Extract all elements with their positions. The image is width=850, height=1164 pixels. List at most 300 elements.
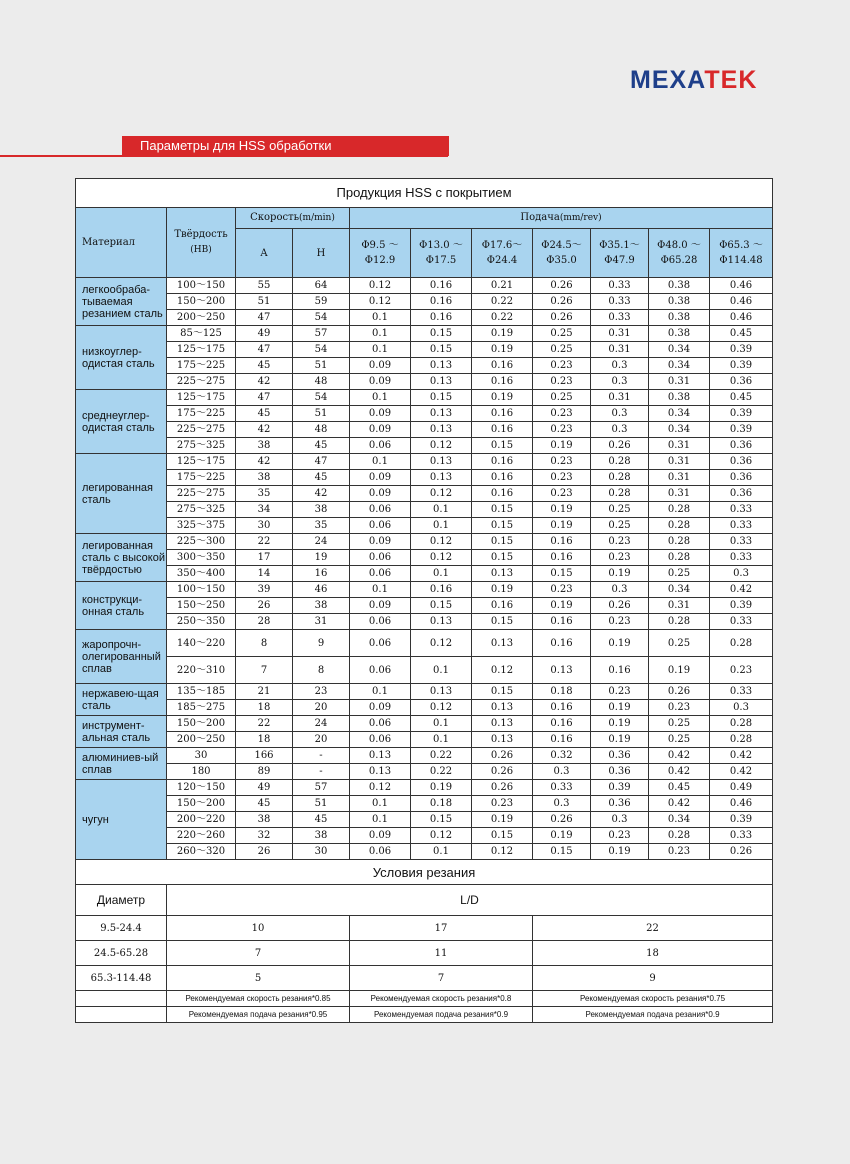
- value-cell: 57: [293, 780, 350, 796]
- value-cell: 0.06: [350, 518, 411, 534]
- value-cell: 48: [293, 422, 350, 438]
- value-cell: 0.16: [411, 582, 472, 598]
- value-cell: 0.28: [591, 454, 649, 470]
- value-cell: 0.23: [591, 684, 649, 700]
- value-cell: 0.15: [533, 566, 591, 582]
- hardness-cell: 225～300: [167, 534, 236, 550]
- value-cell: 0.09: [350, 534, 411, 550]
- value-cell: 0.13: [472, 716, 533, 732]
- value-cell: 0.42: [710, 764, 773, 780]
- value-cell: 0.22: [472, 310, 533, 326]
- value-cell: 0.26: [533, 278, 591, 294]
- value-cell: 20: [293, 700, 350, 716]
- hardness-cell: 150～200: [167, 294, 236, 310]
- value-cell: 0.16: [472, 486, 533, 502]
- material-name: нержавею-щая сталь: [76, 684, 167, 716]
- header-speed-label: Скорость: [250, 212, 300, 223]
- table-row: [76, 812, 773, 828]
- value-cell: 0.28: [649, 550, 710, 566]
- value-cell: 0.31: [591, 390, 649, 406]
- value-cell: 0.13: [411, 614, 472, 630]
- value-cell: 0.38: [649, 326, 710, 342]
- value-cell: 0.22: [472, 294, 533, 310]
- ld-value-cell: 5: [167, 966, 350, 991]
- hardness-cell: 180: [167, 764, 236, 780]
- value-cell: 0.23: [591, 550, 649, 566]
- value-cell: 0.31: [649, 438, 710, 454]
- value-cell: 31: [293, 614, 350, 630]
- feed-diameter-header: Φ13.0 ～ Φ17.5: [411, 229, 472, 278]
- value-cell: 0.3: [591, 422, 649, 438]
- value-cell: 0.28: [591, 470, 649, 486]
- value-cell: 0.23: [533, 406, 591, 422]
- material-name: конструкци-онная сталь: [76, 582, 167, 630]
- value-cell: 54: [293, 342, 350, 358]
- value-cell: 0.12: [411, 534, 472, 550]
- value-cell: 0.06: [350, 844, 411, 860]
- value-cell: 0.16: [472, 358, 533, 374]
- value-cell: 0.28: [649, 828, 710, 844]
- value-cell: 0.31: [649, 454, 710, 470]
- feed-diameter-header: Φ35.1～ Φ47.9: [591, 229, 649, 278]
- value-cell: 0.23: [591, 828, 649, 844]
- value-cell: 0.23: [649, 700, 710, 716]
- value-cell: 0.13: [411, 422, 472, 438]
- value-cell: 55: [236, 278, 293, 294]
- value-cell: 0.15: [472, 502, 533, 518]
- header-speed-unit: (m/min): [299, 213, 335, 223]
- table-row: [76, 748, 773, 764]
- value-cell: 0.15: [472, 614, 533, 630]
- cutting-title-row: [76, 860, 773, 885]
- value-cell: 0.1: [350, 310, 411, 326]
- value-cell: 32: [236, 828, 293, 844]
- value-cell: 0.16: [533, 534, 591, 550]
- value-cell: 0.36: [710, 438, 773, 454]
- value-cell: 0.34: [649, 342, 710, 358]
- value-cell: 0.31: [649, 598, 710, 614]
- cutting-row: [76, 966, 773, 991]
- table-row: [76, 374, 773, 390]
- value-cell: 0.36: [710, 374, 773, 390]
- value-cell: 0.38: [649, 294, 710, 310]
- value-cell: 0.16: [472, 454, 533, 470]
- value-cell: 0.36: [710, 486, 773, 502]
- logo-part-1: MEXA: [630, 66, 705, 94]
- value-cell: 47: [293, 454, 350, 470]
- value-cell: 0.16: [472, 374, 533, 390]
- value-cell: 0.3: [710, 700, 773, 716]
- hardness-cell: 220～260: [167, 828, 236, 844]
- value-cell: 0.46: [710, 310, 773, 326]
- table-row: [76, 844, 773, 860]
- value-cell: 0.13: [411, 358, 472, 374]
- hardness-cell: 300～350: [167, 550, 236, 566]
- value-cell: 0.23: [591, 614, 649, 630]
- value-cell: 57: [293, 326, 350, 342]
- value-cell: 0.15: [472, 518, 533, 534]
- value-cell: 0.12: [411, 630, 472, 657]
- value-cell: 0.15: [411, 812, 472, 828]
- value-cell: 0.23: [472, 796, 533, 812]
- value-cell: 0.16: [472, 406, 533, 422]
- value-cell: 0.06: [350, 732, 411, 748]
- value-cell: 9: [293, 630, 350, 657]
- value-cell: 20: [293, 732, 350, 748]
- value-cell: 0.23: [533, 486, 591, 502]
- table-row: [76, 454, 773, 470]
- value-cell: 49: [236, 326, 293, 342]
- value-cell: 0.28: [649, 518, 710, 534]
- value-cell: 0.12: [411, 828, 472, 844]
- material-name: низкоуглер-одистая сталь: [76, 326, 167, 390]
- value-cell: 0.06: [350, 716, 411, 732]
- value-cell: 0.12: [411, 438, 472, 454]
- table-row: [76, 358, 773, 374]
- value-cell: 38: [236, 438, 293, 454]
- value-cell: 0.28: [710, 630, 773, 657]
- cutting-header-row: [76, 885, 773, 916]
- value-cell: 0.13: [472, 700, 533, 716]
- cutting-row: [76, 916, 773, 941]
- value-cell: 0.39: [710, 598, 773, 614]
- value-cell: 0.1: [350, 390, 411, 406]
- value-cell: 0.25: [591, 518, 649, 534]
- value-cell: 38: [236, 470, 293, 486]
- value-cell: 0.33: [710, 684, 773, 700]
- recommendation-note: Рекомендуемая скорость резания*0.8: [350, 991, 533, 1007]
- value-cell: 0.25: [649, 630, 710, 657]
- value-cell: 30: [236, 518, 293, 534]
- table-row: [76, 614, 773, 630]
- table-row: [76, 657, 773, 684]
- hardness-cell: 225～275: [167, 486, 236, 502]
- hardness-cell: 275～325: [167, 502, 236, 518]
- table-row: [76, 630, 773, 657]
- value-cell: 0.34: [649, 812, 710, 828]
- hardness-cell: 325～375: [167, 518, 236, 534]
- value-cell: 0.23: [533, 358, 591, 374]
- header-hardness: [167, 208, 236, 278]
- value-cell: 38: [236, 812, 293, 828]
- value-cell: 0.12: [350, 780, 411, 796]
- value-cell: 51: [293, 358, 350, 374]
- value-cell: 0.15: [472, 684, 533, 700]
- feed-diameter-header: Φ17.6～ Φ24.4: [472, 229, 533, 278]
- value-cell: 0.15: [472, 828, 533, 844]
- value-cell: 0.1: [411, 732, 472, 748]
- value-cell: 0.12: [472, 657, 533, 684]
- recommendation-note: Рекомендуемая подача резания*0.95: [167, 1007, 350, 1023]
- hardness-cell: 150～250: [167, 598, 236, 614]
- value-cell: 0.36: [710, 454, 773, 470]
- value-cell: 64: [293, 278, 350, 294]
- value-cell: 0.19: [533, 518, 591, 534]
- value-cell: 0.19: [591, 566, 649, 582]
- value-cell: 0.06: [350, 566, 411, 582]
- value-cell: 0.28: [649, 502, 710, 518]
- value-cell: 0.3: [710, 566, 773, 582]
- value-cell: 0.26: [533, 310, 591, 326]
- ld-value-cell: 7: [167, 941, 350, 966]
- value-cell: 45: [236, 796, 293, 812]
- value-cell: 23: [293, 684, 350, 700]
- value-cell: 0.19: [591, 716, 649, 732]
- value-cell: 26: [236, 598, 293, 614]
- value-cell: 0.38: [649, 278, 710, 294]
- value-cell: 0.1: [350, 812, 411, 828]
- value-cell: 48: [293, 374, 350, 390]
- hss-parameters-table: [75, 178, 773, 1023]
- value-cell: 0.34: [649, 582, 710, 598]
- table-row: [76, 550, 773, 566]
- value-cell: 0.42: [649, 764, 710, 780]
- value-cell: 0.26: [533, 812, 591, 828]
- value-cell: 0.09: [350, 406, 411, 422]
- value-cell: 0.19: [472, 326, 533, 342]
- empty-cell: [76, 991, 167, 1007]
- value-cell: 0.13: [472, 566, 533, 582]
- value-cell: 0.06: [350, 550, 411, 566]
- value-cell: 0.26: [710, 844, 773, 860]
- value-cell: 0.34: [649, 406, 710, 422]
- material-name: легкообраба-тываемая резанием сталь: [76, 278, 167, 326]
- value-cell: 0.19: [591, 630, 649, 657]
- value-cell: 45: [236, 358, 293, 374]
- ld-value-cell: 7: [350, 966, 533, 991]
- value-cell: 0.28: [649, 614, 710, 630]
- header-hardness-label: Твёрдость: [174, 229, 228, 240]
- value-cell: 0.19: [472, 390, 533, 406]
- value-cell: 0.45: [710, 326, 773, 342]
- value-cell: 0.3: [591, 358, 649, 374]
- value-cell: 0.36: [710, 470, 773, 486]
- value-cell: 0.38: [649, 390, 710, 406]
- value-cell: 0.23: [533, 454, 591, 470]
- value-cell: 0.26: [533, 294, 591, 310]
- value-cell: 0.3: [591, 406, 649, 422]
- value-cell: 0.12: [350, 294, 411, 310]
- value-cell: 28: [236, 614, 293, 630]
- hardness-cell: 125～175: [167, 390, 236, 406]
- material-name: алюминиев-ый сплав: [76, 748, 167, 780]
- value-cell: 8: [236, 630, 293, 657]
- value-cell: 0.09: [350, 358, 411, 374]
- value-cell: 0.18: [411, 796, 472, 812]
- value-cell: 0.09: [350, 470, 411, 486]
- value-cell: 0.39: [710, 422, 773, 438]
- value-cell: 51: [293, 406, 350, 422]
- value-cell: 0.3: [591, 374, 649, 390]
- ld-value-cell: 10: [167, 916, 350, 941]
- table-row: [76, 598, 773, 614]
- value-cell: 54: [293, 390, 350, 406]
- value-cell: 0.31: [649, 374, 710, 390]
- value-cell: 24: [293, 716, 350, 732]
- value-cell: 0.42: [649, 748, 710, 764]
- header-feed: [350, 208, 773, 229]
- recommendation-note: Рекомендуемая подача резания*0.9: [533, 1007, 773, 1023]
- table-title: Продукция HSS с покрытием: [76, 179, 773, 208]
- table-row: [76, 342, 773, 358]
- value-cell: 0.26: [591, 598, 649, 614]
- value-cell: 0.33: [710, 828, 773, 844]
- value-cell: 0.13: [411, 470, 472, 486]
- value-cell: 0.34: [649, 422, 710, 438]
- value-cell: 0.42: [710, 748, 773, 764]
- value-cell: 0.19: [533, 502, 591, 518]
- hardness-cell: 225～275: [167, 422, 236, 438]
- value-cell: 0.16: [411, 294, 472, 310]
- value-cell: 35: [236, 486, 293, 502]
- value-cell: 18: [236, 700, 293, 716]
- value-cell: 0.23: [533, 470, 591, 486]
- table-row: [76, 278, 773, 294]
- value-cell: 0.16: [411, 278, 472, 294]
- value-cell: 0.12: [411, 700, 472, 716]
- value-cell: 0.09: [350, 422, 411, 438]
- value-cell: 0.13: [411, 374, 472, 390]
- value-cell: 42: [293, 486, 350, 502]
- value-cell: 0.13: [350, 764, 411, 780]
- header-feed-unit: (mm/rev): [559, 213, 602, 223]
- value-cell: 0.1: [350, 796, 411, 812]
- value-cell: 0.45: [649, 780, 710, 796]
- value-cell: 0.19: [411, 780, 472, 796]
- value-cell: 0.16: [411, 310, 472, 326]
- table-row: [76, 470, 773, 486]
- table-row: [76, 502, 773, 518]
- value-cell: 59: [293, 294, 350, 310]
- recommendation-row: [76, 991, 773, 1007]
- value-cell: 0.1: [411, 566, 472, 582]
- value-cell: 0.49: [710, 780, 773, 796]
- value-cell: 0.42: [649, 796, 710, 812]
- value-cell: 0.12: [411, 550, 472, 566]
- ld-value-cell: 9: [533, 966, 773, 991]
- table-row: [76, 582, 773, 598]
- value-cell: 0.33: [710, 534, 773, 550]
- hardness-cell: 125～175: [167, 454, 236, 470]
- hardness-cell: 100～150: [167, 278, 236, 294]
- value-cell: 0.13: [350, 748, 411, 764]
- value-cell: 0.39: [710, 812, 773, 828]
- value-cell: 18: [236, 732, 293, 748]
- value-cell: 0.13: [472, 732, 533, 748]
- table-row: [76, 534, 773, 550]
- value-cell: 14: [236, 566, 293, 582]
- value-cell: 0.46: [710, 796, 773, 812]
- value-cell: 0.19: [533, 438, 591, 454]
- value-cell: 0.1: [350, 582, 411, 598]
- value-cell: 0.13: [472, 630, 533, 657]
- value-cell: 0.25: [591, 502, 649, 518]
- table-row: [76, 390, 773, 406]
- hardness-cell: 225～275: [167, 374, 236, 390]
- value-cell: 0.12: [411, 486, 472, 502]
- value-cell: 0.25: [649, 732, 710, 748]
- hardness-cell: 250～350: [167, 614, 236, 630]
- logo-part-2: TEK: [704, 66, 758, 94]
- value-cell: 47: [236, 310, 293, 326]
- value-cell: 0.1: [411, 502, 472, 518]
- value-cell: 35: [293, 518, 350, 534]
- recommendation-note: Рекомендуемая скорость резания*0.85: [167, 991, 350, 1007]
- diameter-cell: 9.5-24.4: [76, 916, 167, 941]
- value-cell: 0.23: [591, 534, 649, 550]
- value-cell: 0.15: [472, 550, 533, 566]
- value-cell: 0.06: [350, 502, 411, 518]
- feed-diameter-header: Φ9.5 ～ Φ12.9: [350, 229, 411, 278]
- value-cell: 0.19: [591, 700, 649, 716]
- value-cell: 0.16: [533, 732, 591, 748]
- value-cell: 0.09: [350, 486, 411, 502]
- hardness-cell: 275～325: [167, 438, 236, 454]
- value-cell: 0.23: [649, 844, 710, 860]
- hardness-cell: 150～200: [167, 716, 236, 732]
- value-cell: 17: [236, 550, 293, 566]
- table-row: [76, 684, 773, 700]
- hardness-cell: 30: [167, 748, 236, 764]
- value-cell: 0.1: [350, 342, 411, 358]
- value-cell: 0.34: [649, 358, 710, 374]
- company-logo: [630, 66, 757, 95]
- table-row: [76, 732, 773, 748]
- header-feed-label: Подача: [520, 212, 560, 223]
- value-cell: 0.15: [533, 844, 591, 860]
- value-cell: 0.31: [649, 470, 710, 486]
- value-cell: 0.22: [411, 764, 472, 780]
- value-cell: 0.28: [649, 534, 710, 550]
- value-cell: 0.06: [350, 438, 411, 454]
- value-cell: 0.19: [591, 844, 649, 860]
- table-row: [76, 310, 773, 326]
- hardness-cell: 220～310: [167, 657, 236, 684]
- table-row: [76, 326, 773, 342]
- value-cell: 0.26: [472, 748, 533, 764]
- value-cell: 22: [236, 716, 293, 732]
- ld-value-cell: 18: [533, 941, 773, 966]
- value-cell: 0.33: [710, 518, 773, 534]
- value-cell: 47: [236, 390, 293, 406]
- value-cell: 0.36: [591, 796, 649, 812]
- value-cell: 51: [236, 294, 293, 310]
- table-row: [76, 518, 773, 534]
- hardness-cell: 200～250: [167, 310, 236, 326]
- value-cell: 0.15: [411, 390, 472, 406]
- value-cell: 26: [236, 844, 293, 860]
- value-cell: 0.25: [533, 342, 591, 358]
- recommendation-note: Рекомендуемая скорость резания*0.75: [533, 991, 773, 1007]
- value-cell: 0.1: [350, 684, 411, 700]
- value-cell: 0.46: [710, 294, 773, 310]
- diameter-cell: 65.3-114.48: [76, 966, 167, 991]
- value-cell: 42: [236, 422, 293, 438]
- value-cell: 0.1: [411, 518, 472, 534]
- value-cell: 0.33: [710, 614, 773, 630]
- value-cell: 0.36: [591, 764, 649, 780]
- value-cell: 0.16: [533, 700, 591, 716]
- hardness-cell: 350～400: [167, 566, 236, 582]
- value-cell: 0.32: [533, 748, 591, 764]
- value-cell: 0.16: [472, 422, 533, 438]
- value-cell: 39: [236, 582, 293, 598]
- value-cell: 16: [293, 566, 350, 582]
- value-cell: 45: [293, 470, 350, 486]
- hardness-cell: 150～200: [167, 796, 236, 812]
- material-name: жаропрочн-олегированный сплав: [76, 630, 167, 684]
- value-cell: 0.15: [411, 342, 472, 358]
